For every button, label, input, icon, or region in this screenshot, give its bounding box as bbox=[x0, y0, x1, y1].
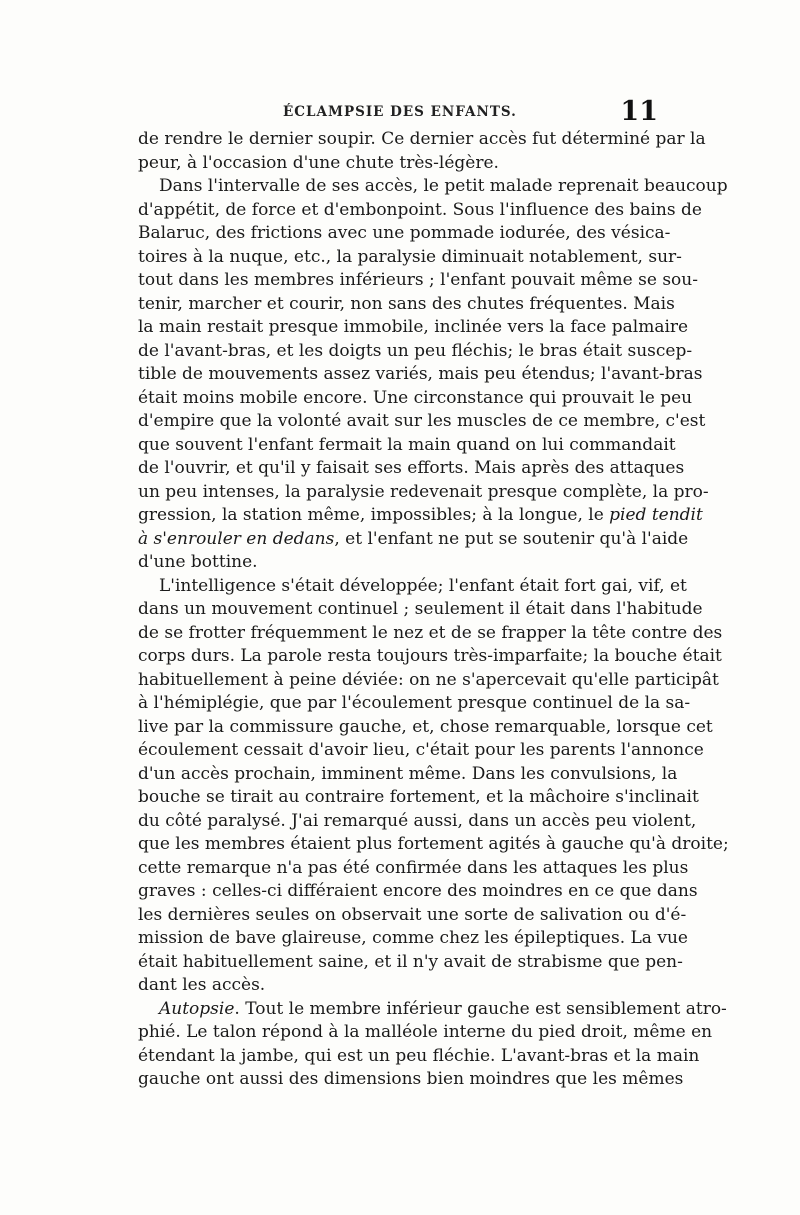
italic-phrase: à s'enrouler en dedans bbox=[138, 528, 335, 549]
text-line: gauche ont aussi des dimensions bien moindres que les mêmes bbox=[138, 1069, 684, 1089]
text-line: dant les accès. bbox=[138, 975, 266, 995]
text-line: d'empire que la volonté avait sur les muscles de ce membre, c'est bbox=[138, 411, 706, 431]
text-line: live par la commissure gauche, et, chose remarquable, lorsque cet bbox=[138, 716, 713, 737]
text-line: tout dans les membres inférieurs ; l'enfant pouvait même se sou- bbox=[138, 270, 698, 290]
text-line: un peu intenses, la paralysie redevenait presque complète, la pro- bbox=[138, 481, 709, 502]
text-line: phié. Le talon répond à la malléole interne du pied droit, même en bbox=[138, 1022, 713, 1042]
text-line: de l'avant-bras, et les doigts un peu fléchis; le bras était suscep- bbox=[138, 340, 693, 361]
text-line: toires à la nuque, etc., la paralysie diminuait notablement, sur- bbox=[138, 246, 682, 267]
text-line: corps durs. La parole resta toujours très-imparfaite; la bouche était bbox=[138, 646, 722, 666]
text-line: était habituellement saine, et il n'y avait de strabisme que pen- bbox=[138, 951, 683, 972]
text-line: était moins mobile encore. Une circonstance qui prouvait le peu bbox=[138, 387, 693, 408]
text-line: étendant la jambe, qui est un peu fléchie. L'avant-bras et la main bbox=[138, 1045, 700, 1066]
text-line: les dernières seules on observait une sorte de salivation ou d'é- bbox=[138, 904, 687, 925]
text-line: d'un accès prochain, imminent même. Dans les convulsions, la bbox=[138, 763, 678, 784]
text-line: d'appétit, de force et d'embonpoint. Sous l'influence des bains de bbox=[138, 199, 702, 220]
text-line: gression, la station même, impossibles; à la longue, le pied tendit bbox=[138, 505, 703, 525]
running-title: ÉCLAMPSIE DES ENFANTS. bbox=[283, 104, 517, 120]
text-line: dans un mouvement continuel ; seulement il était dans l'habitude bbox=[138, 599, 703, 619]
text-line: mission de bave glaireuse, comme chez les épileptiques. La vue bbox=[138, 928, 688, 948]
italic-phrase: Autopsie bbox=[159, 998, 235, 1019]
text-line: L'intelligence s'était développée; l'enfant était fort gai, vif, et bbox=[159, 575, 687, 596]
text-line: Balaruc, des frictions avec une pommade iodurée, des vésica- bbox=[138, 223, 671, 243]
text-line: cette remarque n'a pas été confirmée dans les attaques les plus bbox=[138, 857, 689, 878]
text-line: à l'hémiplégie, que par l'écoulement presque continuel de la sa- bbox=[138, 693, 691, 713]
text-line: que souvent l'enfant fermait la main quand on lui commandait bbox=[138, 434, 676, 455]
text-line: habituellement à peine déviée: on ne s'apercevait qu'elle participât bbox=[138, 669, 719, 690]
text-line: du côté paralysé. J'ai remarqué aussi, dans un accès peu violent, bbox=[138, 810, 697, 831]
text-line: Dans l'intervalle de ses accès, le petit malade reprenait beaucoup bbox=[159, 176, 728, 196]
text-line: graves : celles-ci différaient encore des moindres en ce que dans bbox=[138, 881, 698, 901]
text-line: de rendre le dernier soupir. Ce dernier accès fut déterminé par la bbox=[138, 129, 706, 149]
text-line: à s'enrouler en dedans, et l'enfant ne put se soutenir qu'à l'aide bbox=[138, 528, 689, 549]
page-number: 11 bbox=[620, 96, 658, 127]
text-line: peur, à l'occasion d'une chute très-légère. bbox=[138, 152, 499, 173]
text-line: écoulement cessait d'avoir lieu, c'était pour les parents l'annonce bbox=[138, 740, 704, 760]
text-line: de l'ouvrir, et qu'il y faisait ses efforts. Mais après des attaques bbox=[138, 458, 685, 478]
text-line: que les membres étaient plus fortement agités à gauche qu'à droite; bbox=[138, 834, 729, 854]
italic-phrase: pied tendit bbox=[609, 505, 703, 525]
text-line: tenir, marcher et courir, non sans des chutes fréquentes. Mais bbox=[138, 293, 675, 314]
text-line: bouche se tirait au contraire fortement, et la mâchoire s'inclinait bbox=[138, 787, 699, 807]
running-head bbox=[138, 98, 658, 128]
text-line: d'une bottine. bbox=[138, 552, 258, 572]
text-line: tible de mouvements assez variés, mais peu étendus; l'avant-bras bbox=[138, 364, 703, 384]
text-line: Autopsie. Tout le membre inférieur gauche est sensiblement atro- bbox=[159, 998, 727, 1019]
body-text bbox=[138, 128, 729, 1092]
text-line: la main restait presque immobile, inclinée vers la face palmaire bbox=[138, 317, 689, 337]
text-line: de se frotter fréquemment le nez et de se frapper la tête contre des bbox=[138, 622, 723, 643]
